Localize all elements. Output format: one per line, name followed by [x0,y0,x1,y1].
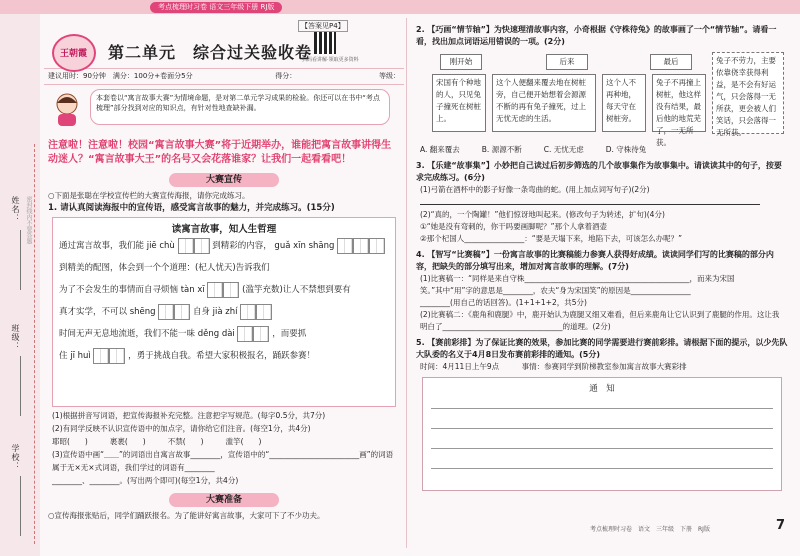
pinyin-item[interactable]: 滥竽( ) [225,437,262,446]
question-3: 3. 【乐建“故事集”】小妙把自己读过后初步筛选的几个故事集作为故事集中。请读读其中的句子，按要求完成练习。(6分) [416,161,782,182]
time-score: 建议用时：90分钟 满分：100分+卷面分5分 [48,72,193,80]
answer-line[interactable] [412,196,792,209]
name-label: 姓名： [11,196,20,223]
question-1: 1. 请认真阅读海报中的宣传语，感受寓言故事的魅力，并完成练习。(15分) [48,203,335,213]
answer-box[interactable] [109,348,125,364]
top-banner-label: 考点梳理时习卷 语文三年级下册 RJ版 [150,2,282,13]
answer-box[interactable] [194,238,210,254]
question-2-options [412,144,792,156]
summary-box: 兔子不劳力，主要依靠侥幸获得利益，是不会有好运气，只会落得一无所获，更会被人们笑话，只会落得一无所获。 [712,52,784,134]
name-line [20,230,21,290]
pinyin-item[interactable]: 不禁( ) [167,437,204,446]
stage-tag: 后来 [546,54,588,70]
section1-intro: ○下面是张聪在学校宣传栏的大赛宣传海报，请你完成练习。 [48,191,250,200]
pinyin-item[interactable]: 耶昭( ) [52,437,88,446]
question-4-2: (2)比赛稿二：《鹿角和鹿腿》中，鹿开始认为鹿腿又细又难看，但后来鹿角让它认识到了鹿腿的作用。这让我明白了________________________________的道理。(2分) [420,310,780,331]
pinyin-items [44,435,404,448]
question-3-2: (2)“真的，一个陶罐！”他们惊讶地叫起来。(修改句子为转述，扩句)(4分) [420,210,665,219]
question-2: 2. 【巧画“情节轴”】为快速理清故事内容，小奇根据《守株待兔》的故事画了一个“情节轴”。请看一看，找出加点词语运用错误的一项。(2分) [416,25,777,46]
plot-box: 兔子不再撞上树桩，他这样没有结果，最后他的地荒芜了，一无所获。 [652,74,706,132]
binding-margin [0,14,40,556]
question-3-2a: ①“她是没有弯刺的，你干吗要画脚呢？”那个人拿着酒壶 [420,222,607,231]
answer-box[interactable] [337,238,353,254]
qr-caption: 扫码看讲解·领取更多资料 [302,57,359,63]
stage-tag: 刚开始 [440,54,482,70]
question-3-1: (1)弓箭在酒杯中的影子好像一条弯曲的蛇。(用上加点词写句子)(2分) [420,185,650,194]
intro-notice: 注意啦！注意啦！校园“寓言故事大赛”将于近期举办，谁能把寓言故事讲得生动迷人？“寓言故事大王”的名号又会花落谁家？让我们一起看看吧！ [48,140,392,165]
notice-title: 通 知 [589,384,615,394]
header [44,14,404,68]
plot-box: 这个人不再种地，每天守在树桩旁。 [602,74,646,132]
poster-title: 读寓言故事，知人生哲理 [171,224,277,235]
question-4-1: (1)比赛稿一：“同样是来自守株____________________________________________，而来为宋国 [420,274,735,283]
left-column [44,14,404,556]
seal-line [34,144,35,544]
answer-reference: 【答案见P4】 [298,20,348,32]
option-d[interactable]: D. 守株待兔 [605,145,647,154]
question-4-1c: ________(用自己的话回答)。(1+1+1+2，共5分) [420,298,587,307]
question-5-hint: 时间：4月11日上午9点 事情：参赛同学到阶梯教室参加寓言故事大赛彩排 [420,362,687,371]
plot-box: 这个人便翻来覆去地在树桩旁，自己便开始想着会源源不断的再有兔子撞死，过上无忧无虑的生活。 [492,74,596,132]
right-column [412,14,792,556]
school-line [20,476,21,536]
qr-code-icon[interactable] [314,32,336,54]
plot-axis [418,50,786,147]
answer-box[interactable] [256,304,272,320]
grade-label: 等级： [379,72,400,80]
sub-question-3: (3)宣传语中画“＿＿”的词语出自寓言故事________，宣传语中的“________________________画”的词语属于无×无×式词语，我们学过的词语有________ [52,450,394,472]
pinyin-item[interactable]: 裹裹( ) [109,437,146,446]
answer-box[interactable] [207,282,223,298]
answer-box[interactable] [93,348,109,364]
option-a[interactable]: A. 翻来覆去 [420,145,460,154]
top-banner [0,0,800,14]
poster: 读寓言故事，知人生哲理 通过寓言故事，我们能 jiē chù 到精彩的内容， guǎ xīn shāng 到精美的配图，体会到一个个道理：(杞人忧天)告诉我们 为了不会发生的事情而自寻烦恼 tàn xī (滥竽充数)让人不禁想到要有 真才实学，不可以 shēng 自身 jià zhí 时间无声无息地流逝，我们不能一味 děng dài ，而要抓 住 jī huì ，勇于挑战自我。希望大家积极报名，踊跃参赛！ [52,217,396,407]
sub-question-2: (2)有同学反映不认识宣传语中的加点字，请你给它们注音。(每空1分，共4分) [52,424,311,433]
footer: 考点梳理时习卷 语文 三年级 下册 RJ版 [590,526,710,533]
class-label: 班级： [11,324,20,351]
plot-box: 宋国有个种地的人，只见兔子撞死在树桩上。 [432,74,486,132]
school-label: 学校： [11,444,20,471]
option-b[interactable]: B. 源源不断 [481,145,522,154]
seal-note: 密封线内不要答题 [25,196,32,244]
answer-box[interactable] [178,238,194,254]
sub-question-1: (1)根据拼音写词语，把宣传海报补充完整。注意把字写规范。(每字0.5分，共7分) [52,411,326,420]
section-title-publicity: 大赛宣传 [169,173,279,187]
page-number: 7 [776,518,786,533]
sub-question-3b: ________、________。(写出两个即可)(每空1分，共4分) [52,476,239,485]
brand-logo: 王朝霞 [52,34,96,72]
section2-intro: ○宣传海报张贴后，同学们踊跃报名。为了能讲好寓言故事，大家可下了不少功夫。 [48,511,325,520]
question-3-2b: ②那个杞国人________________：“要是天塌下来，地陷下去，可该怎么办呢？” [420,234,682,243]
intro [44,89,404,139]
answer-box[interactable] [369,238,385,254]
exam-meta [44,68,404,85]
answer-box[interactable] [253,326,269,342]
column-divider [406,18,407,548]
answer-box[interactable] [240,304,256,320]
question-5: 5. 【赛前彩排】为了保证比赛的效果，参加比赛的同学需要进行赛前彩排。请根据下面的提示，以少先队大队委的名义于4月8日发布赛前彩排的通知。(5分) [416,338,788,359]
score-label: 得分： [275,72,297,80]
answer-box[interactable] [174,304,190,320]
answer-box[interactable] [223,282,239,298]
intro-bubble: 本套卷以“寓言故事大赛”为情境命题，是对第二单元学习成果的检验。你还可以在书中“考点梳理”部分找到对应的知识点，有针对性地查缺补漏。 [90,89,390,125]
girl-mascot-icon [50,91,84,127]
class-line [20,356,21,416]
answer-box[interactable] [353,238,369,254]
stage-tag: 最后 [650,54,692,70]
option-c[interactable]: C. 无忧无虑 [543,145,584,154]
section-title-preparation: 大赛准备 [169,493,279,507]
answer-box[interactable] [237,326,253,342]
question-4-1b: 笑。”其中“用”字的意思是________，农夫“身为宋国笑”的原因是________________ [420,286,691,295]
page-title: 第二单元 综合过关验收卷 [108,43,313,62]
answer-box[interactable] [158,304,174,320]
notice-writing-box[interactable] [422,377,782,491]
question-4: 4. 【智写“比赛稿”】一份寓言故事的比赛稿能力参赛人获得好成绩。读读同学们写的比赛稿的部分内容，把缺失的部分填写出来，增加对寓言故事的理解。(7分) [416,250,774,271]
